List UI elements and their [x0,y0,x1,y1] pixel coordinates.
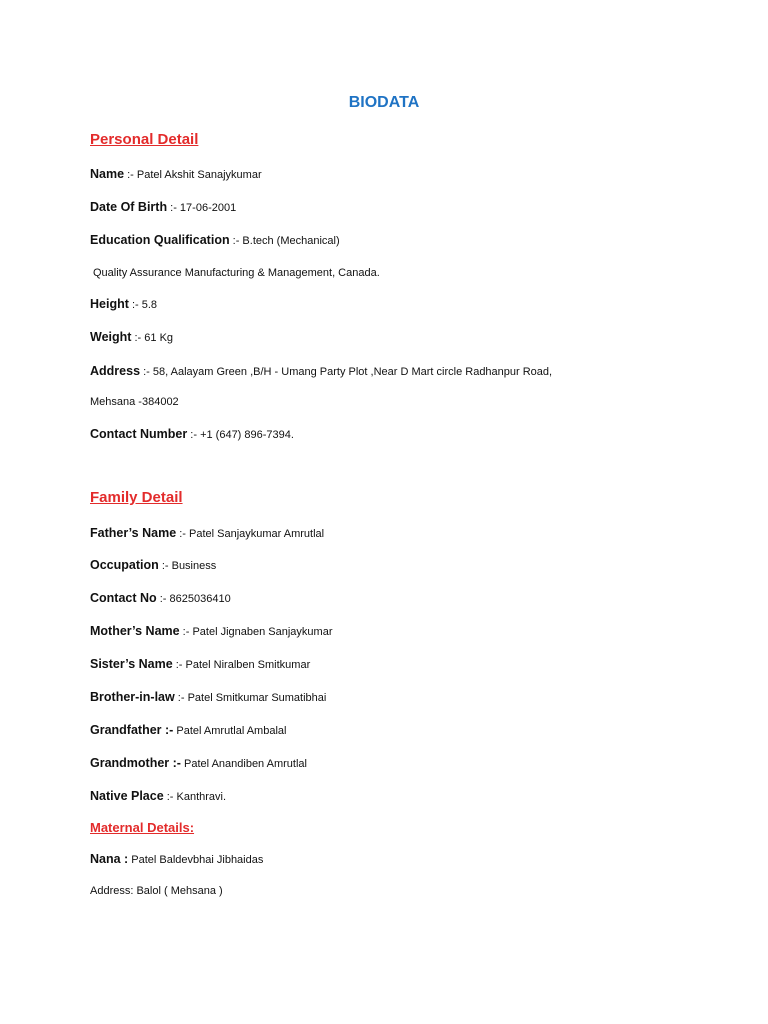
contact-number-label: Contact Number [90,427,188,441]
dob-label: Date Of Birth [90,200,168,214]
grandmother-value: Patel Anandiben Amrutlal [184,758,307,770]
brother-in-law-value: :- Patel Smitkumar Sumatibhai [177,692,327,704]
maternal-address: Address: Balol ( Mehsana ) [90,885,223,897]
weight-value: :- 61 Kg [134,332,174,344]
maternal-details-heading: Maternal Details: [90,820,195,835]
nana-value: Patel Baldevbhai Jibhaidas [131,854,264,866]
mother-name-label: Mother’s Name [90,624,180,638]
grandfather-value: Patel Amrutlal Ambalal [176,725,287,737]
nana-label: Nana : [90,852,129,866]
document-title: BIODATA [348,94,420,111]
father-name-value: :- Patel Sanjaykumar Amrutlal [179,528,325,540]
address-label: Address [90,364,141,378]
nana-line [90,851,263,868]
contact-no-value: :- 8625036410 [159,593,231,605]
name-label: Name [90,167,125,181]
native-place-label: Native Place [90,789,164,803]
sister-name-label: Sister’s Name [90,657,173,671]
contact-number-value: :- +1 (647) 896-7394. [190,429,294,441]
grandmother-label: Grandmother :- [90,756,181,770]
education-value: :- B.tech (Mechanical) [232,235,340,247]
mother-name-value: :- Patel Jignaben Sanjaykumar [182,626,333,638]
contact-no-label: Contact No [90,591,157,605]
dob-line [90,199,236,216]
occupation-label: Occupation [90,558,159,572]
education-label: Education Qualification [90,233,230,247]
name-value: :- Patel Akshit Sanajykumar [127,169,262,181]
height-line [90,296,157,313]
mother-name-line [90,623,332,640]
address-value: :- 58, Aalayam Green ,B/H - Umang Party Plot ,Near D Mart circle Radhanpur Road, [143,366,553,378]
contact-no-line [90,590,231,607]
grandfather-label: Grandfather :- [90,723,174,737]
height-label: Height [90,297,129,311]
occupation-value: :- Business [161,560,217,572]
weight-label: Weight [90,330,132,344]
address-line [90,363,552,380]
sister-name-value: :- Patel Niralben Smitkumar [175,659,311,671]
education-extra: Quality Assurance Manufacturing & Management, Canada. [93,267,380,279]
occupation-line [90,557,216,574]
education-line [90,232,340,249]
grandmother-line [90,755,307,772]
personal-detail-heading: Personal Detail [90,131,199,148]
dob-value: :- 17-06-2001 [170,202,237,214]
father-name-line [90,525,324,542]
weight-line [90,329,173,346]
brother-in-law-line [90,689,326,706]
brother-in-law-label: Brother-in-law [90,690,175,704]
family-detail-heading: Family Detail [90,489,183,506]
native-place-line [90,788,226,805]
address-line-2: Mehsana -384002 [90,396,179,408]
sister-name-line [90,656,310,673]
father-name-label: Father’s Name [90,526,177,540]
native-place-value: :- Kanthravi. [166,791,227,803]
contact-number-line [90,426,294,443]
height-value: :- 5.8 [131,299,158,311]
grandfather-line [90,722,286,739]
name-line [90,166,262,183]
